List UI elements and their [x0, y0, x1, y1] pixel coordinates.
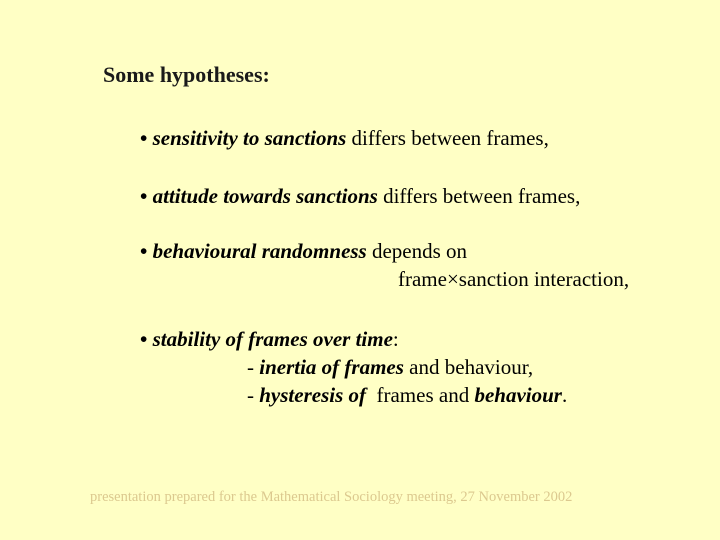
subitem-1-text: and behaviour, — [403, 355, 534, 379]
subitem-2-emphasis: hysteresis of — [259, 383, 366, 407]
hypothesis-4-subitem-2 — [247, 382, 567, 408]
hypothesis-item-4 — [140, 326, 399, 352]
subitem-2-text: frames and — [366, 383, 475, 407]
slide-footer: presentation prepared for the Mathematical Sociology meeting, 27 November 2002 — [90, 489, 573, 505]
dash: - — [247, 355, 260, 379]
hypothesis-2-emphasis: attitude towards sanctions — [152, 184, 378, 208]
hypothesis-3-text: depends on — [366, 239, 468, 263]
subitem-2-emphasis-2: behaviour — [474, 383, 562, 407]
hypothesis-3-continuation: frame×sanction interaction, — [398, 267, 630, 291]
hypothesis-4-subitem-1 — [247, 354, 533, 380]
hypothesis-4-text: : — [392, 327, 399, 351]
subitem-1-emphasis: inertia of frames — [259, 355, 404, 379]
bullet: • — [140, 126, 148, 150]
hypothesis-4-emphasis: stability of frames over time — [152, 327, 393, 351]
hypothesis-item-3 — [140, 238, 467, 264]
slide-heading: Some hypotheses: — [103, 62, 270, 87]
hypothesis-1-text: differs between frames, — [346, 126, 549, 150]
bullet: • — [140, 184, 148, 208]
subitem-2-end: . — [561, 383, 568, 407]
bullet: • — [140, 327, 148, 351]
hypothesis-3-emphasis: behavioural randomness — [152, 239, 367, 263]
hypothesis-2-text: differs between frames, — [377, 184, 581, 208]
hypothesis-item-1 — [140, 125, 549, 151]
hypothesis-1-emphasis: sensitivity to sanctions — [152, 126, 347, 150]
hypothesis-item-2 — [140, 183, 580, 209]
bullet: • — [140, 239, 148, 263]
dash: - — [247, 383, 260, 407]
